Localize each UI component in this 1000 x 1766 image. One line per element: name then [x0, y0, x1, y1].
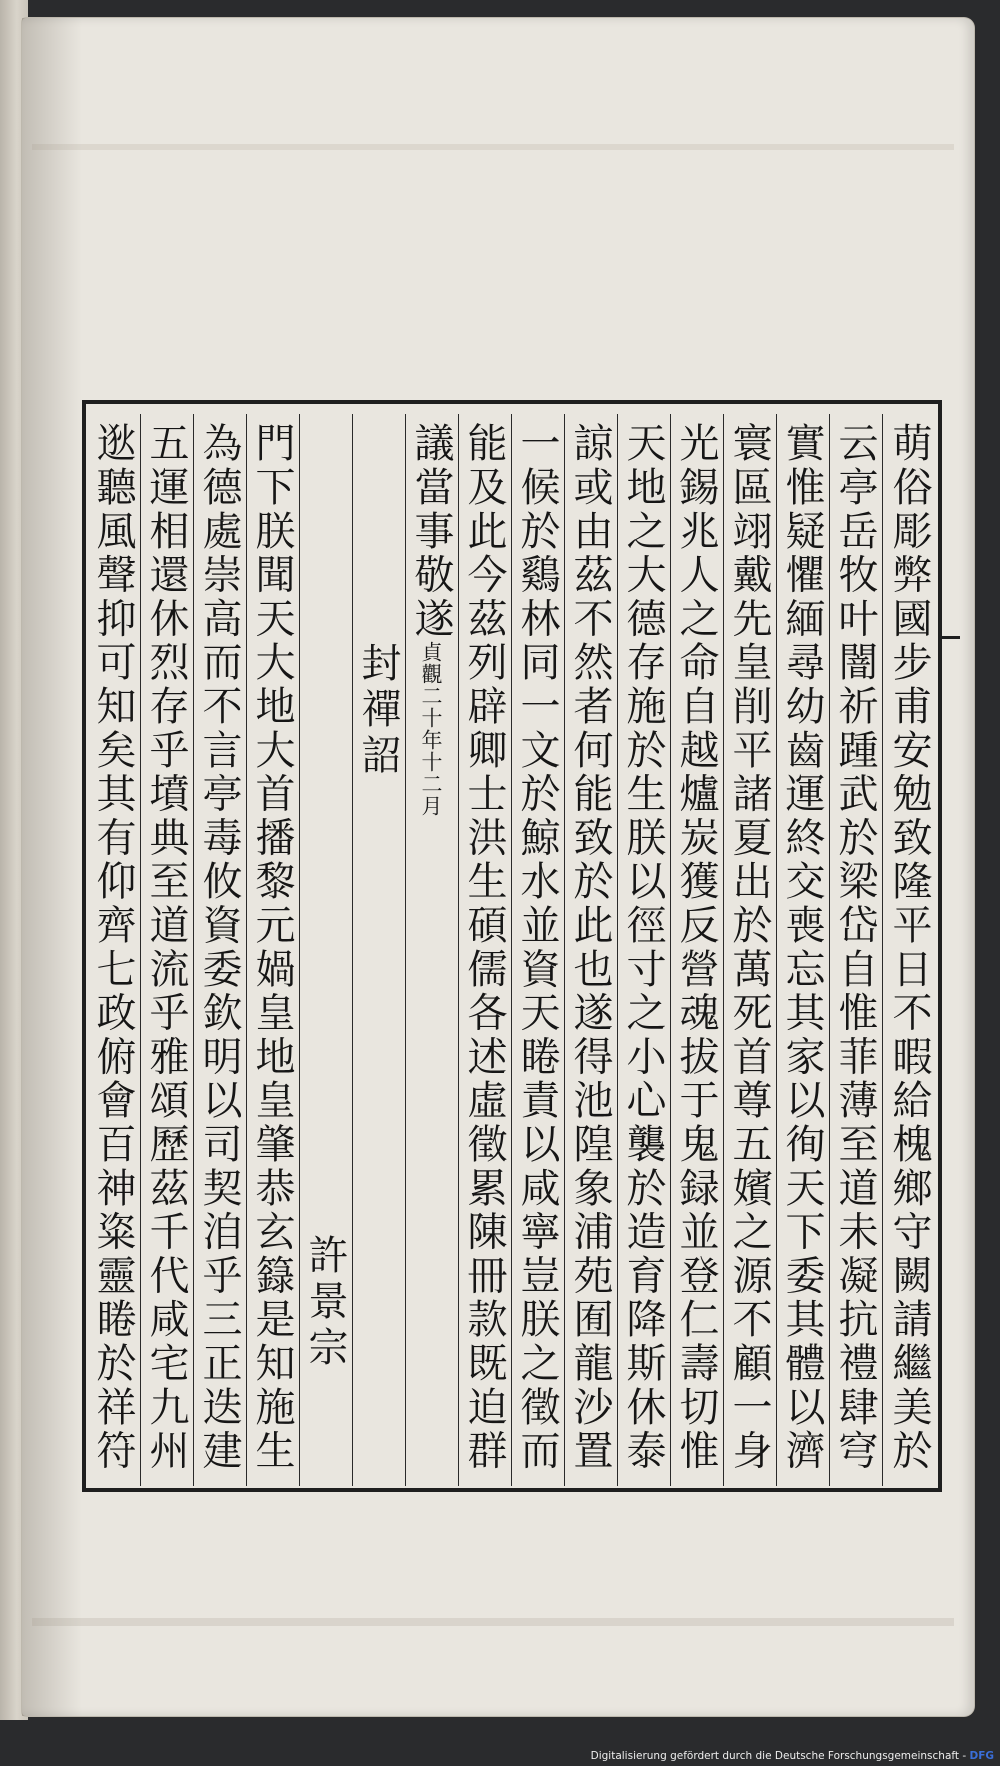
paper-stain-top [32, 144, 954, 150]
binding-shadow [22, 18, 82, 1716]
column-text: 實惟疑懼緬尋幼齒運終交喪忘其家以徇天下委其體以濟 [779, 422, 826, 1474]
text-column [618, 414, 671, 1486]
dfg-logo: DFG [969, 1750, 994, 1762]
column-text: 五運相還休烈存乎墳典至道流乎雅頌歷茲千代咸宅九州 [143, 422, 190, 1474]
column-text: 諒或由茲不然者何能致於此也遂得池隍象浦苑囿龍沙置 [567, 422, 614, 1474]
column-text: 萌俗彫弊國步甫安勉致隆平日不暇給槐鄉守闕請繼美於 [886, 422, 932, 1474]
column-text: 許景宗 [302, 1234, 349, 1372]
text-column [247, 414, 300, 1486]
section-title [353, 414, 406, 1486]
paper-stain-bottom [32, 1618, 954, 1626]
text-frame [82, 400, 942, 1492]
author-name [300, 414, 353, 1486]
text-column [565, 414, 618, 1486]
text-column [406, 414, 459, 1486]
date-note: 貞觀二十年十二月 [419, 641, 444, 817]
text-column [724, 414, 777, 1486]
text-column [459, 414, 512, 1486]
column-text: 一候於鷄林同一文於鯨水並資天睠責以咸寧豈朕之徵而 [514, 422, 561, 1474]
column-text: 門下朕聞天大地大首播黎元媧皇地皇肇恭玄籙是知施生 [249, 422, 296, 1474]
column-text: 寰區翊戴先皇削平諸夏出於萬死首尊五嬪之源不顧一身 [726, 422, 773, 1474]
text-column [141, 414, 194, 1486]
column-text: 天地之大德存施於生朕以徑寸之小心襲於造育降斯休泰 [620, 422, 667, 1474]
text-column [194, 414, 247, 1486]
text-column [830, 414, 883, 1486]
text-column [883, 414, 936, 1486]
frame-tab-mark [942, 636, 960, 651]
column-text: 封禪詔 [355, 642, 402, 780]
column-text: 能及此今茲列辟卿士洪生碩儒各述虛徵累陳冊款既迫群 [461, 422, 508, 1474]
text-column [671, 414, 724, 1486]
text-columns [88, 414, 936, 1486]
text-column [777, 414, 830, 1486]
footer-text: Digitalisierung gefördert durch die Deutsche Forschungsgemeinschaft - [590, 1750, 967, 1762]
column-text: 為德處崇高而不言亭毒攸資委欽明以司契洎乎三正迭建 [196, 422, 243, 1474]
column-text: 逖聽風聲抑可知矣其有仰齊七政俯會百神粢靈睠於祥符 [90, 422, 137, 1474]
footer-credit [591, 1750, 994, 1762]
column-text: 議當事敬遂 [408, 422, 455, 641]
text-column [512, 414, 565, 1486]
column-text: 云亭岳牧叶闇祈踵武於梁岱自惟菲薄至道未凝抗禮肆穹 [832, 422, 879, 1474]
text-column [88, 414, 141, 1486]
column-text: 光錫兆人之命自越爐炭獲反營魂拔于鬼録並登仁壽切惟 [673, 422, 720, 1474]
